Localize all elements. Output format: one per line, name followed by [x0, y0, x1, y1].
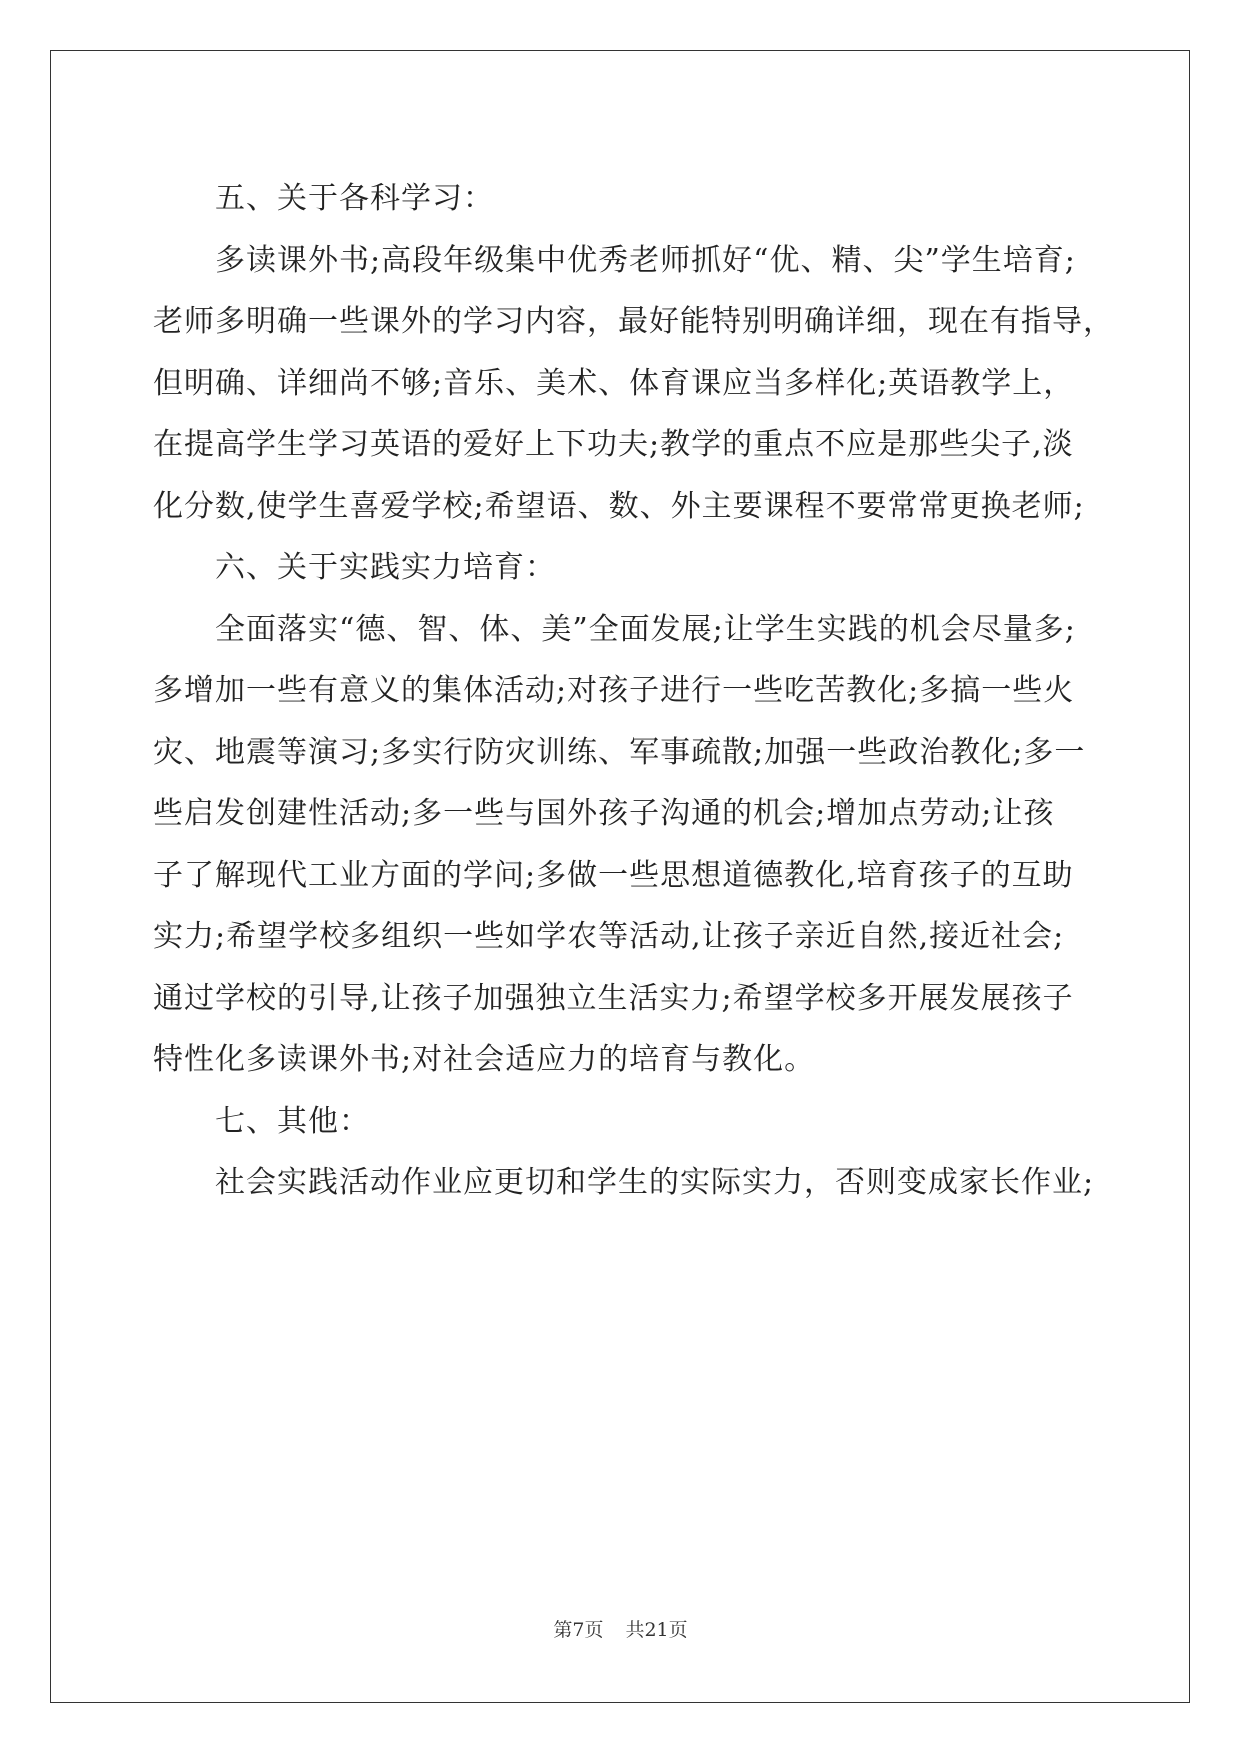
text-line: 特性化多读课外书;对社会适应力的培育与教化。: [153, 1042, 816, 1077]
text-line: 全面落实“德、智、体、美”全面发展;让学生实践的机会尽量多;: [215, 611, 1076, 647]
text-line: 在提高学生学习英语的爱好上下功夫;教学的重点不应是那些尖子,淡: [153, 427, 1074, 462]
text-line: 多增加一些有意义的集体活动;对孩子进行一些吃苦教化;多搞一些火: [153, 673, 1075, 708]
text-line: 子了解现代工业方面的学问;多做一些思想道德教化,培育孩子的互助: [153, 857, 1074, 893]
section-heading: 六、关于实践实力培育：: [215, 550, 556, 585]
section-heading: 七、其他：: [215, 1103, 370, 1139]
text-line: 多读课外书;高段年级集中优秀老师抓好“优、精、尖”学生培育;: [215, 242, 1076, 278]
text-line: 些启发创建性活动;多一些与国外孩子沟通的机会;增加点劳动;让孩: [153, 796, 1055, 831]
document-body: [153, 168, 1114, 1214]
text-line: 灾、地震等演习;多实行防灾训练、军事疏散;加强一些政治教化;多一: [153, 734, 1086, 770]
page-footer: [0, 1615, 1241, 1642]
page-total: 共21页: [625, 1619, 688, 1641]
text-line: 但明确、详细尚不够;音乐、美术、体育课应当多样化;英语教学上，: [153, 365, 1075, 401]
page-number: 第7页: [553, 1619, 604, 1641]
text-line: 社会实践活动作业应更切和学生的实际实力，否则变成家长作业;: [215, 1165, 1095, 1200]
text-line: 通过学校的引导,让孩子加强独立生活实力;希望学校多开展发展孩子: [153, 980, 1074, 1016]
text-line: 化分数,使学生喜爱学校;希望语、数、外主要课程不要常常更换老师;: [153, 488, 1085, 524]
text-line: 实力;希望学校多组织一些如学农等活动,让孩子亲近自然,接近社会;: [153, 919, 1065, 954]
text-line: 老师多明确一些课外的学习内容，最好能特别明确详细，现在有指导，: [153, 304, 1114, 339]
section-heading: 五、关于各科学习：: [215, 181, 494, 216]
